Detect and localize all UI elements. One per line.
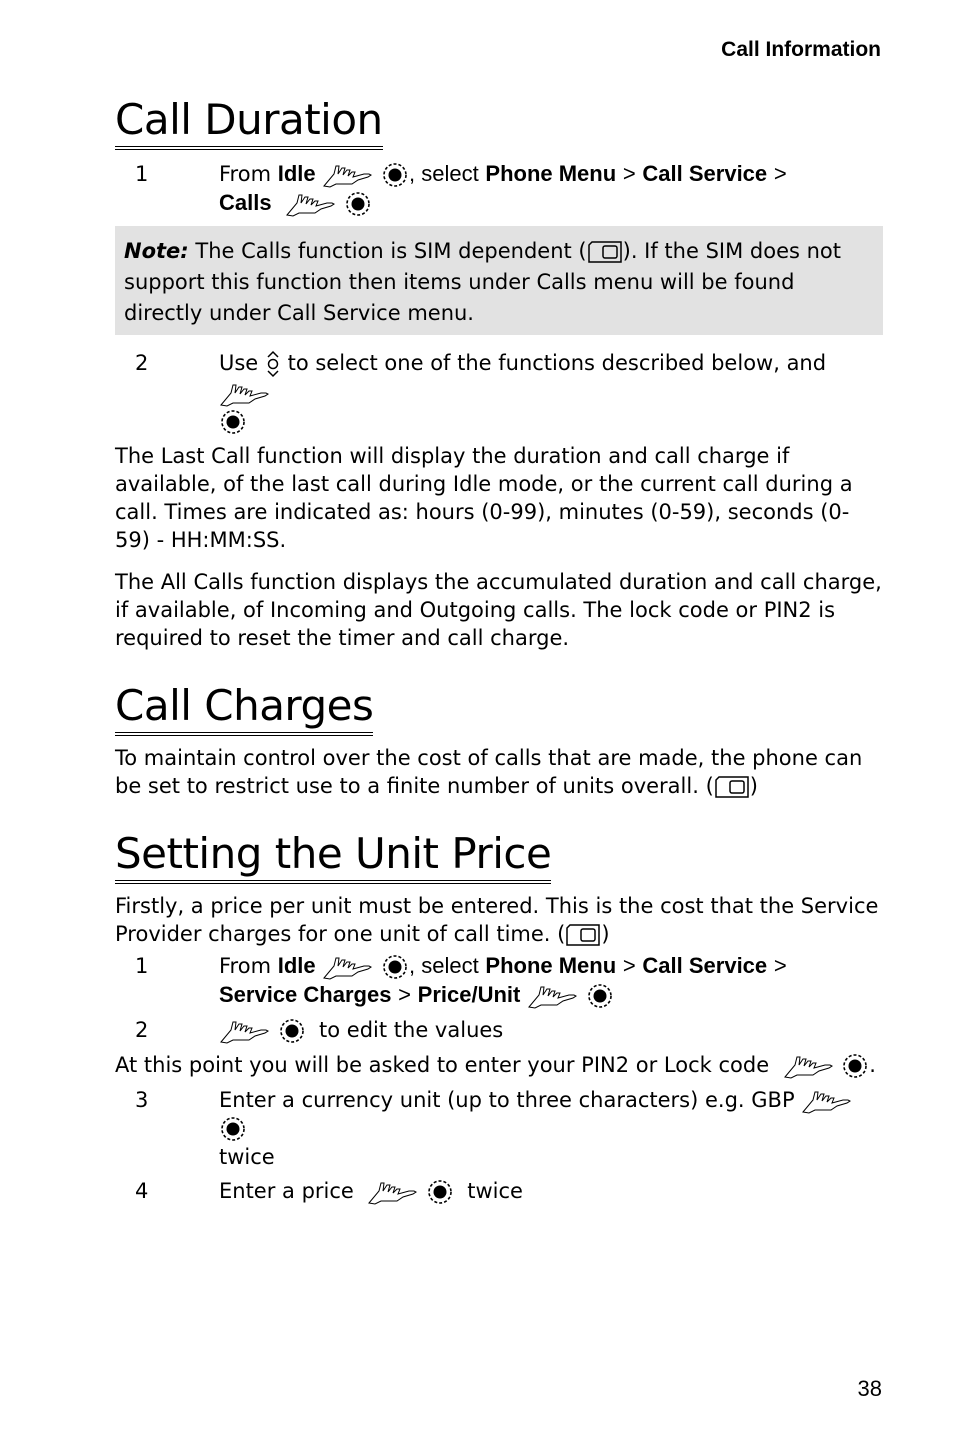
hand-press-icon (285, 191, 337, 217)
note-label: Note: (124, 239, 189, 263)
step-number: 2 (135, 351, 149, 375)
select-text: , select (409, 953, 479, 978)
phone-menu-label: Phone Menu (485, 161, 617, 186)
heading-call-charges: Call Charges (115, 682, 373, 736)
all-calls-paragraph: The All Calls function displays the accumulated duration and call charge, if available, of Incoming and Outgoing calls. The lock code or PIN2 is required to reset the timer and call charge. (115, 570, 882, 650)
step-text: From (219, 162, 272, 186)
arrow-separator: > (622, 953, 636, 978)
step-4-unit-price (115, 1177, 883, 1206)
select-key-icon (219, 408, 247, 436)
step-2-call-duration (115, 349, 883, 436)
step-number: 1 (135, 954, 149, 978)
hand-press-icon (367, 1179, 419, 1205)
step-1-unit-price (115, 952, 883, 1010)
step-text: to select one of the functions described below, and (287, 351, 827, 375)
step-text: twice (219, 1145, 275, 1169)
select-key-icon (426, 1178, 454, 1206)
call-service-label: Call Service (642, 161, 768, 186)
select-key-icon (219, 1115, 247, 1143)
note-text: The Calls function is SIM dependent ( (188, 239, 587, 263)
step-text: Use (219, 351, 259, 375)
select-key-icon (586, 982, 614, 1010)
select-key-icon (381, 161, 409, 189)
paragraph-text-end: . (869, 1053, 876, 1077)
arrow-separator: > (398, 982, 411, 1007)
running-header: Call Information (721, 38, 881, 61)
step-number: 3 (135, 1088, 149, 1112)
unit-price-paragraph (115, 892, 883, 948)
heading-call-duration: Call Duration (115, 96, 383, 150)
step-number: 4 (135, 1179, 149, 1203)
step-number: 1 (135, 162, 149, 186)
arrow-separator: > (622, 161, 636, 186)
hand-press-icon (322, 954, 374, 980)
pin-paragraph (115, 1051, 883, 1080)
sim-card-icon (714, 775, 750, 799)
paragraph-text: Firstly, a price per unit must be entered. This is the cost that the Service Provider charges for one unit of call time. ( (115, 894, 879, 946)
page-number: 38 (857, 1376, 882, 1401)
hand-press-icon (219, 381, 271, 407)
nav-updown-icon (265, 349, 281, 379)
note-box (115, 226, 883, 335)
paragraph-text-end: ) (749, 774, 758, 798)
paragraph-text-end: ) (601, 922, 610, 946)
call-service-label: Call Service (642, 953, 768, 978)
price-unit-label: Price/Unit (417, 982, 521, 1007)
paragraph-text: To maintain control over the cost of calls that are made, the phone can be set to restrict use to a finite number of units overall. ( (115, 746, 863, 798)
last-call-paragraph: The Last Call function will display the duration and call charge if available, of the last call during Idle mode, or the current call during a call. Times are indicated as: hours (0-99), minutes (0-59), seconds (0-59) - HH:MM:SS. (115, 444, 853, 552)
page-content (115, 96, 883, 1212)
step-2-unit-price (115, 1016, 883, 1045)
step-text: to edit the values (319, 1018, 504, 1042)
step-text: Enter a price (219, 1179, 354, 1203)
idle-label: Idle (277, 161, 316, 186)
service-charges-label: Service Charges (219, 982, 392, 1007)
hand-press-icon (527, 983, 579, 1009)
heading-setting-unit-price: Setting the Unit Price (115, 830, 551, 884)
select-key-icon (381, 953, 409, 981)
select-key-icon (841, 1052, 869, 1080)
hand-press-icon (783, 1053, 835, 1079)
select-key-icon (278, 1017, 306, 1045)
note-text-cont: ). If the SIM does not support this function then items under Calls menu will be found directly under Call Service menu. (124, 239, 841, 325)
sim-card-icon (587, 240, 623, 264)
phone-menu-label: Phone Menu (485, 953, 617, 978)
select-text: , select (409, 161, 479, 186)
step-text: Enter a currency unit (up to three characters) e.g. GBP (219, 1088, 795, 1112)
hand-press-icon (219, 1018, 271, 1044)
hand-press-icon (322, 162, 374, 188)
step-number: 2 (135, 1018, 149, 1042)
arrow-separator: > (773, 953, 787, 978)
step-1-call-duration (115, 160, 883, 218)
calls-label: Calls (219, 190, 272, 215)
step-text: From (219, 954, 272, 978)
call-charges-paragraph (115, 744, 883, 800)
step-3-unit-price (115, 1086, 883, 1171)
arrow-separator: > (773, 161, 787, 186)
select-key-icon (344, 190, 372, 218)
idle-label: Idle (277, 953, 316, 978)
sim-card-icon (565, 923, 601, 947)
paragraph-text: At this point you will be asked to enter your PIN2 or Lock code (115, 1053, 770, 1077)
hand-press-icon (801, 1088, 853, 1114)
step-text: twice (467, 1179, 523, 1203)
